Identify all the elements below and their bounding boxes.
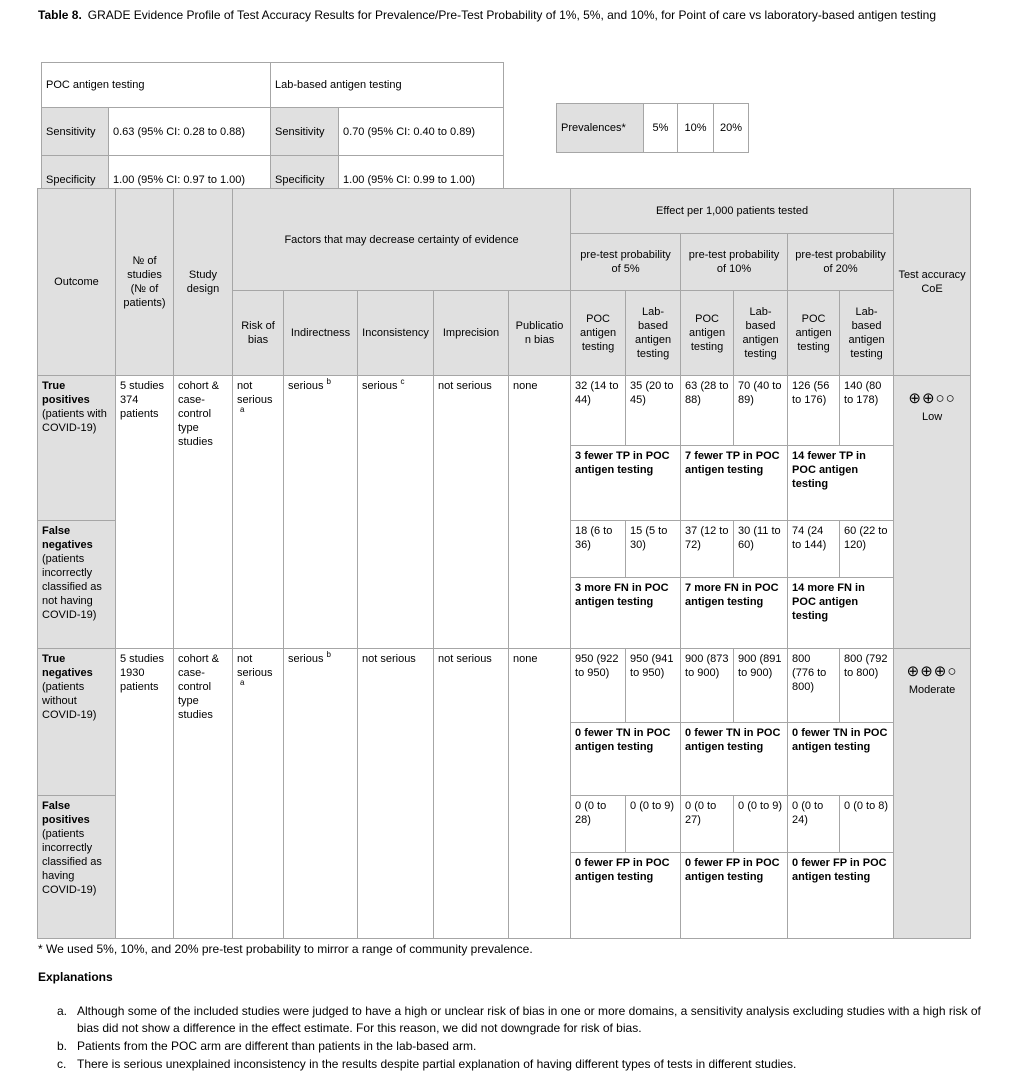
explanation-letter: c. bbox=[57, 1057, 67, 1071]
poc-sensitivity-value: 0.63 (95% CI: 0.28 to 0.88) bbox=[109, 108, 271, 156]
coe-symbols: ⊕⊕○○ bbox=[908, 390, 956, 407]
poc-specificity-label: Specificity bbox=[42, 156, 109, 204]
outcome-true-negatives bbox=[38, 649, 116, 796]
footnote-ref: a bbox=[240, 405, 245, 415]
lab-testing-header: Lab-based antigen testing bbox=[271, 63, 504, 108]
fp-poc-5: 0 (0 to 28) bbox=[571, 796, 626, 853]
outcome-desc: (patients incorrectly classified as having COVID-19) bbox=[42, 828, 102, 896]
tn-lab-20: 800 (792 to 800) bbox=[840, 649, 894, 723]
explanation-text: Although some of the included studies were judged to have a high or unclear risk of bias in one or more domains, a sensitivity analysis excluding studies with a high risk of bias did not show a difference in the effect estimate. For this reason, we did not downgrade for risk of bias. bbox=[77, 1004, 981, 1035]
col-header-indirectness: Indirectness bbox=[284, 291, 358, 376]
fn-poc-5: 18 (6 to 36) bbox=[571, 521, 626, 578]
imprecision-cell-block2: not serious bbox=[434, 649, 509, 939]
inconsistency-cell-block1: serious $^c$ bbox=[358, 376, 434, 649]
tn-lab-5: 950 (941 to 950) bbox=[626, 649, 681, 723]
inconsistency-cell-block2: not serious bbox=[358, 649, 434, 939]
outcome-name: False positives bbox=[42, 800, 90, 826]
fp-summary-20: 0 fewer FP in POC antigen testing bbox=[788, 853, 894, 939]
outcome-desc: (patients without COVID-19) bbox=[42, 681, 97, 721]
tn-summary-5: 0 fewer TN in POC antigen testing bbox=[571, 723, 681, 796]
col-header-imprecision: Imprecision bbox=[434, 291, 509, 376]
col-header-studies: № of studies (№ of patients) bbox=[116, 189, 174, 376]
col-header-inconsistency: Inconsistency bbox=[358, 291, 434, 376]
prevalence-footnote: * We used 5%, 10%, and 20% pre-test probability to mirror a range of community prevalence. bbox=[38, 942, 533, 956]
fn-poc-10: 37 (12 to 72) bbox=[681, 521, 734, 578]
tn-summary-20: 0 fewer TN in POC antigen testing bbox=[788, 723, 894, 796]
fn-summary-20: 14 more FN in POC antigen testing bbox=[788, 578, 894, 649]
tn-lab-10: 900 (891 to 900) bbox=[734, 649, 788, 723]
footnote-ref: c bbox=[400, 377, 405, 387]
poc-specificity-value: 1.00 (95% CI: 0.97 to 1.00) bbox=[109, 156, 271, 204]
tn-poc-10: 900 (873 to 900) bbox=[681, 649, 734, 723]
prevalence-value-5: 5% bbox=[644, 104, 678, 153]
lab-sensitivity-value: 0.70 (95% CI: 0.40 to 0.89) bbox=[339, 108, 504, 156]
group-header-pretest-10: pre-test probability of 10% bbox=[681, 234, 788, 291]
fp-summary-10: 0 fewer FP in POC antigen testing bbox=[681, 853, 788, 939]
outcome-name: False negatives bbox=[42, 525, 93, 551]
grade-evidence-table bbox=[37, 188, 971, 939]
fn-lab-20: 60 (22 to 120) bbox=[840, 521, 894, 578]
tp-summary-20: 14 fewer TP in POC antigen testing bbox=[788, 446, 894, 521]
outcome-false-positives bbox=[38, 796, 116, 939]
coe-label: Moderate bbox=[908, 684, 956, 696]
footnote-ref: b bbox=[326, 650, 331, 660]
risk-of-bias-cell-block1: not serious$^a$ bbox=[233, 376, 284, 649]
col-header-design: Study design bbox=[174, 189, 233, 376]
poc-sensitivity-label: Sensitivity bbox=[42, 108, 109, 156]
studies-cell-block2: 5 studies 1930 patients bbox=[116, 649, 174, 939]
col-header-lab-10: Lab-based antigen testing bbox=[734, 291, 788, 376]
coe-symbols: ⊕⊕⊕○ bbox=[906, 663, 958, 680]
col-header-coe: Test accuracy CoE bbox=[894, 189, 971, 376]
studies-cell-block1: 5 studies 374 patients bbox=[116, 376, 174, 649]
tp-summary-5: 3 fewer TP in POC antigen testing bbox=[571, 446, 681, 521]
col-header-poc-20: POC antigen testing bbox=[788, 291, 840, 376]
tn-poc-5: 950 (922 to 950) bbox=[571, 649, 626, 723]
explanation-letter: a. bbox=[57, 1004, 68, 1018]
group-header-factors: Factors that may decrease certainty of evidence bbox=[233, 189, 571, 291]
indirectness-cell-block2: serious $^b$ bbox=[284, 649, 358, 939]
footnote-ref: b bbox=[326, 377, 331, 387]
tp-poc-20: 126 (56 to 176) bbox=[788, 376, 840, 446]
col-header-poc-5: POC antigen testing bbox=[571, 291, 626, 376]
table-title-text: GRADE Evidence Profile of Test Accuracy Results for Prevalence/Pre-Test Probability of 1%, 5%, and 10%, for Point of care vs laboratory-based antigen testing bbox=[87, 8, 936, 22]
group-header-effect: Effect per 1,000 patients tested bbox=[571, 189, 894, 234]
fp-poc-20: 0 (0 to 24) bbox=[788, 796, 840, 853]
prevalences-label: Prevalences* bbox=[557, 104, 644, 153]
explanation-letter: b. bbox=[57, 1039, 68, 1053]
prevalence-value-20: 20% bbox=[714, 104, 749, 153]
explanation-text: There is serious unexplained inconsistency in the results despite partial explanation of having different types of tests in different studies. bbox=[77, 1057, 797, 1071]
fp-lab-10: 0 (0 to 9) bbox=[734, 796, 788, 853]
fp-poc-10: 0 (0 to 27) bbox=[681, 796, 734, 853]
explanation-item-c bbox=[57, 1056, 992, 1073]
explanation-item-a bbox=[57, 1003, 992, 1037]
group-header-pretest-20: pre-test probability of 20% bbox=[788, 234, 894, 291]
col-header-poc-10: POC antigen testing bbox=[681, 291, 734, 376]
col-header-lab-5: Lab-based antigen testing bbox=[626, 291, 681, 376]
tp-lab-20: 140 (80 to 178) bbox=[840, 376, 894, 446]
explanation-item-b bbox=[57, 1038, 992, 1055]
table-title-label: Table 8. bbox=[38, 8, 82, 22]
tp-poc-10: 63 (28 to 88) bbox=[681, 376, 734, 446]
col-header-outcome: Outcome bbox=[38, 189, 116, 376]
tp-lab-10: 70 (40 to 89) bbox=[734, 376, 788, 446]
col-header-risk-of-bias: Risk of bias bbox=[233, 291, 284, 376]
coe-label: Low bbox=[921, 411, 943, 423]
outcome-name: True negatives bbox=[42, 653, 93, 679]
lab-specificity-label: Specificity bbox=[271, 156, 339, 204]
imprecision-cell-block1: not serious bbox=[434, 376, 509, 649]
explanations-heading: Explanations bbox=[38, 970, 113, 984]
outcome-desc: (patients incorrectly classified as not having COVID-19) bbox=[42, 553, 102, 621]
coe-cell-block2 bbox=[894, 649, 971, 939]
outcome-name: True positives bbox=[42, 380, 90, 406]
coe-cell-block1 bbox=[894, 376, 971, 649]
fn-summary-10: 7 more FN in POC antigen testing bbox=[681, 578, 788, 649]
tp-summary-10: 7 fewer TP in POC antigen testing bbox=[681, 446, 788, 521]
publication-bias-cell-block2: none bbox=[509, 649, 571, 939]
prevalence-value-10: 10% bbox=[678, 104, 714, 153]
publication-bias-cell-block1: none bbox=[509, 376, 571, 649]
indirectness-cell-block1: serious $^b$ bbox=[284, 376, 358, 649]
risk-of-bias-cell-block2: not serious$^a$ bbox=[233, 649, 284, 939]
explanations-list bbox=[57, 1003, 992, 1074]
table-title bbox=[38, 7, 986, 23]
fn-lab-10: 30 (11 to 60) bbox=[734, 521, 788, 578]
tp-poc-5: 32 (14 to 44) bbox=[571, 376, 626, 446]
test-accuracy-summary-table bbox=[41, 62, 504, 204]
tp-lab-5: 35 (20 to 45) bbox=[626, 376, 681, 446]
col-header-lab-20: Lab-based antigen testing bbox=[840, 291, 894, 376]
footnote-ref: a bbox=[240, 678, 245, 688]
tn-poc-20: 800 (776 to 800) bbox=[788, 649, 840, 723]
prevalences-table bbox=[556, 103, 749, 153]
col-header-publication-bias: Publication bias bbox=[509, 291, 571, 376]
fp-summary-5: 0 fewer FP in POC antigen testing bbox=[571, 853, 681, 939]
fn-poc-20: 74 (24 to 144) bbox=[788, 521, 840, 578]
group-header-pretest-5: pre-test probability of 5% bbox=[571, 234, 681, 291]
lab-specificity-value: 1.00 (95% CI: 0.99 to 1.00) bbox=[339, 156, 504, 204]
fp-lab-5: 0 (0 to 9) bbox=[626, 796, 681, 853]
outcome-true-positives bbox=[38, 376, 116, 521]
fn-summary-5: 3 more FN in POC antigen testing bbox=[571, 578, 681, 649]
design-cell-block1: cohort & case-control type studies bbox=[174, 376, 233, 649]
fn-lab-5: 15 (5 to 30) bbox=[626, 521, 681, 578]
tn-summary-10: 0 fewer TN in POC antigen testing bbox=[681, 723, 788, 796]
outcome-desc: (patients with COVID-19) bbox=[42, 408, 107, 434]
design-cell-block2: cohort & case-control type studies bbox=[174, 649, 233, 939]
explanation-text: Patients from the POC arm are different than patients in the lab-based arm. bbox=[77, 1039, 477, 1053]
outcome-false-negatives bbox=[38, 521, 116, 649]
lab-sensitivity-label: Sensitivity bbox=[271, 108, 339, 156]
fp-lab-20: 0 (0 to 8) bbox=[840, 796, 894, 853]
poc-testing-header: POC antigen testing bbox=[42, 63, 271, 108]
